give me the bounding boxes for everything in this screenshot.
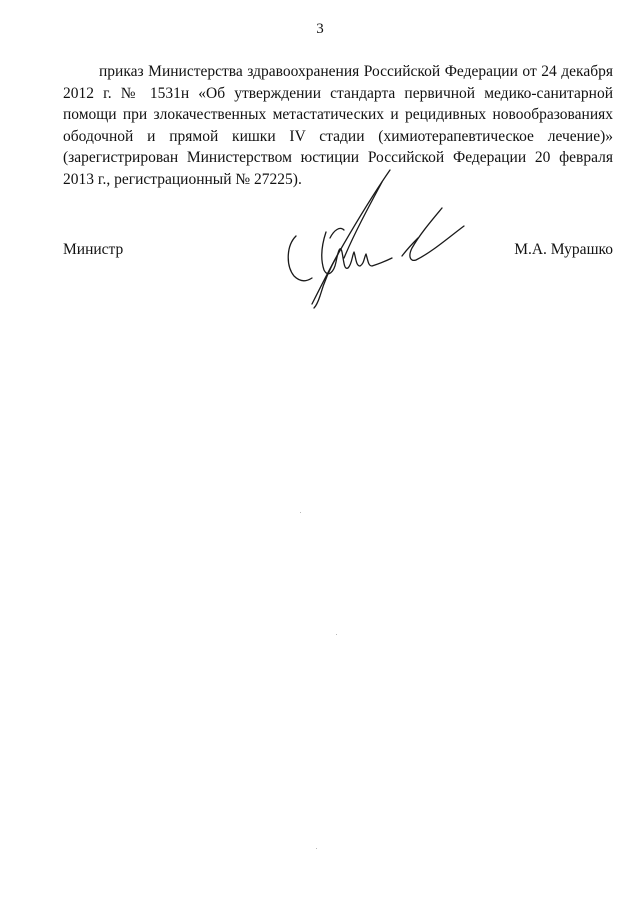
scan-dust-mark (316, 848, 317, 849)
body-paragraph: приказ Министерства здравоохранения Российской Федерации от 24 декабря 2012 г. № 1531н «Об утверждении стандарта первичной медико-санитарной помощи при злокачественных метастатических и рецидивных новообразованиях ободочной и прямой кишки IV стадии (химиотерапевтическое лечение)» (зарегистрирован Министерством юстиции Российской Федерации 20 февраля 2013 г., регистрационный № 27225). (63, 63, 613, 188)
scan-dust-mark (300, 512, 301, 513)
page-number: 3 (316, 21, 324, 37)
signer-position: Министр (63, 241, 124, 258)
handwritten-signature (282, 168, 472, 313)
scan-dust-mark (336, 634, 337, 635)
signer-name: М.А. Мурашко (514, 241, 613, 258)
